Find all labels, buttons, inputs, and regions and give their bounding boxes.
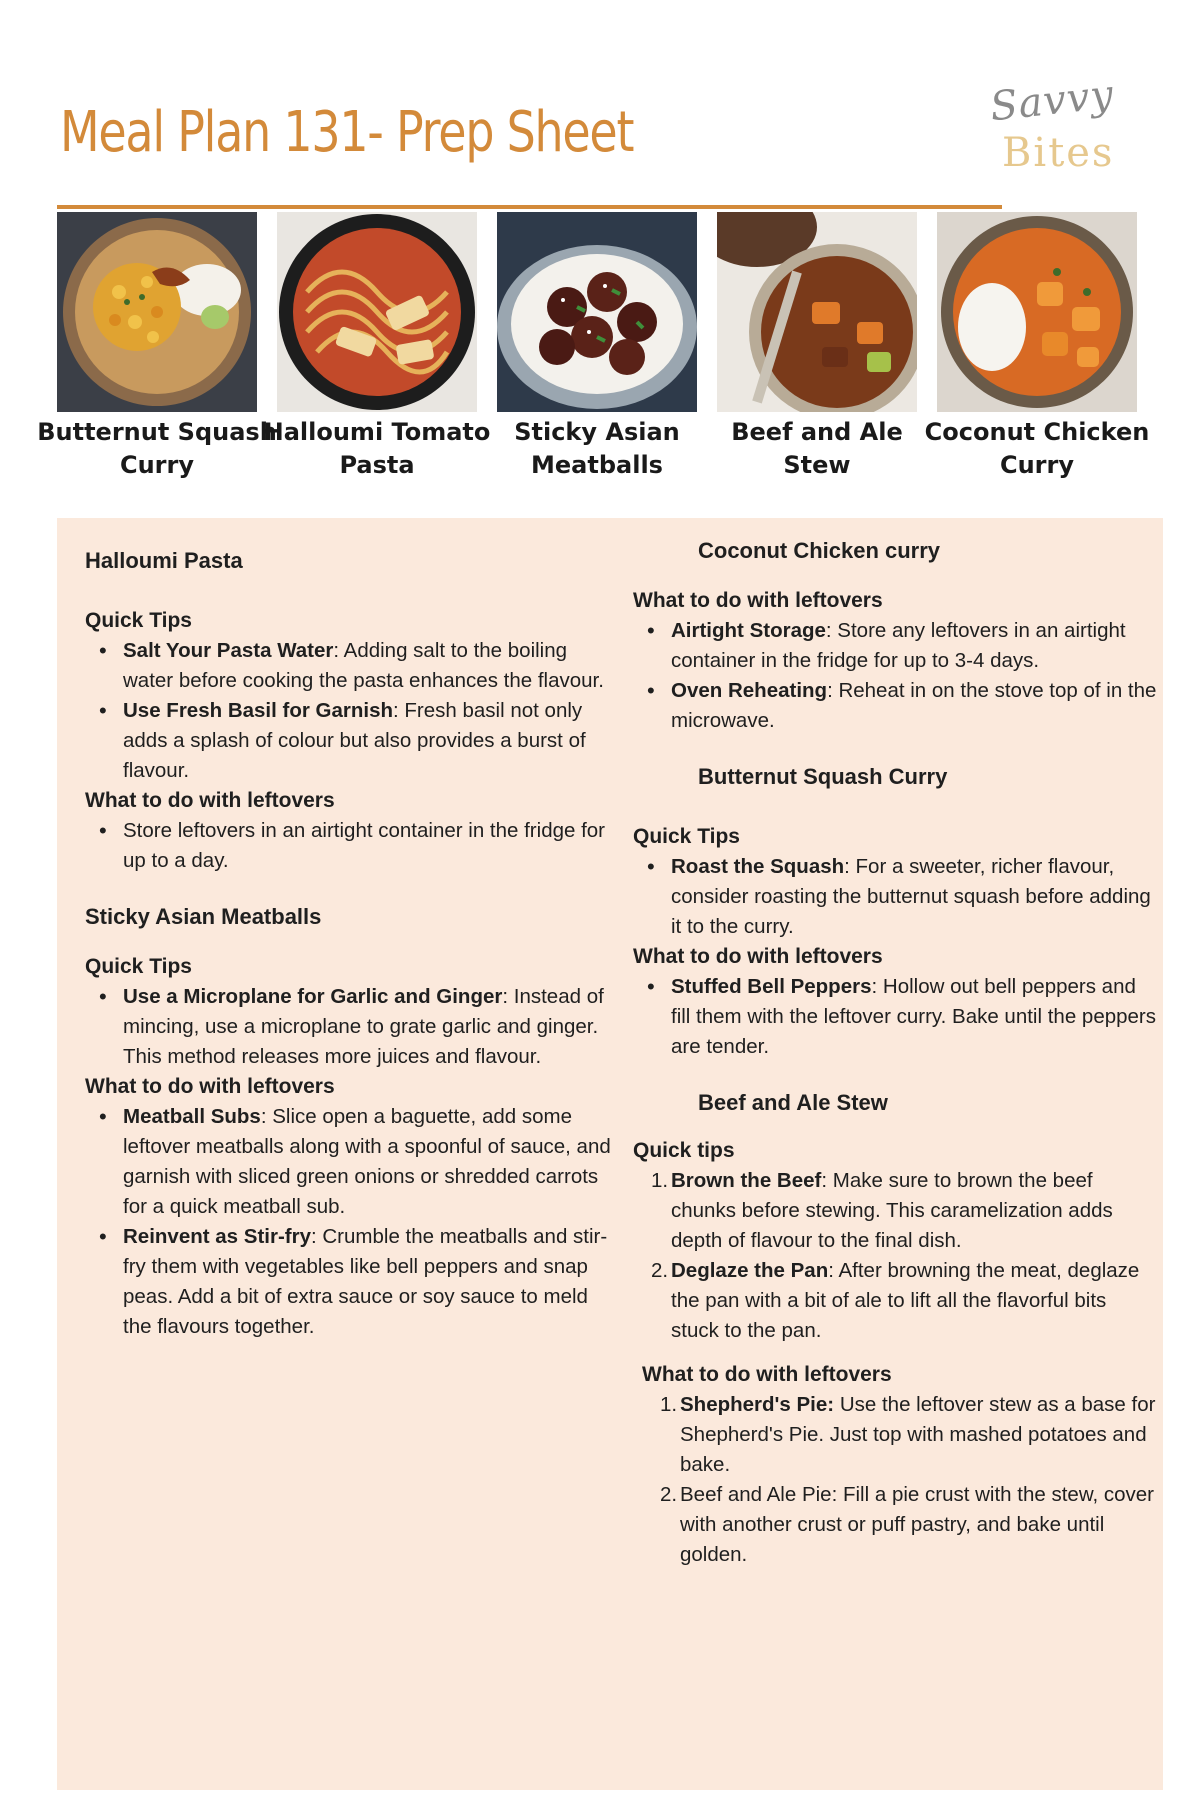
list-item: Shepherd's Pie: Use the leftover stew as a base for Shepherd's Pie. Just top with mashed potatoes and bake. [680, 1393, 1156, 1476]
list-item: • Store leftovers in an airtight container in the fridge for up to a day. [85, 816, 615, 876]
stew-leftovers-list [642, 1390, 1158, 1570]
recipe-name-butternut: Butternut Squash Curry [37, 418, 277, 479]
list-item: • Stuffed Bell Peppers: Hollow out bell peppers and fill them with the leftover curry. Bake until the peppers are tender. [633, 972, 1158, 1062]
leftovers-heading: What to do with leftovers [642, 1363, 892, 1386]
page-title: Meal Plan 131- Prep Sheet [60, 100, 634, 165]
quick-tips-heading: Quick Tips [85, 955, 192, 978]
list-item: • Use Fresh Basil for Garnish: Fresh basil not only adds a splash of colour but also provides a burst of flavour. [85, 696, 615, 786]
butternut-leftovers-list [633, 972, 1158, 1062]
recipe-strip [37, 212, 1167, 492]
leftovers-heading: What to do with leftovers [85, 1075, 335, 1098]
section-title-butternut: Butternut Squash Curry [698, 764, 948, 789]
halloumi-pasta-photo [277, 212, 477, 412]
list-item: • Reinvent as Stir-fry: Crumble the meatballs and stir-fry them with vegetables like bell peppers and snap peas. Add a bit of extra sauce or soy sauce to meld the flavours together. [85, 1222, 615, 1342]
header-divider [57, 205, 1002, 209]
beef-stew-photo [717, 212, 917, 412]
list-item: • Salt Your Pasta Water: Adding salt to the boiling water before cooking the pasta enhances the flavour. [85, 636, 615, 696]
meatballs-tips-list [85, 982, 615, 1072]
logo-script: Savvy [987, 71, 1117, 131]
section-title-coconut: Coconut Chicken curry [698, 538, 941, 563]
halloumi-tips-list [85, 636, 615, 786]
coconut-curry-photo [937, 212, 1137, 412]
section-title-halloumi: Halloumi Pasta [85, 548, 243, 573]
recipe-name-stew: Beef and Ale Stew [731, 418, 903, 479]
left-column [85, 546, 615, 1342]
leftovers-heading: What to do with leftovers [633, 589, 883, 612]
section-title-stew: Beef and Ale Stew [698, 1090, 888, 1115]
list-item: • Oven Reheating: Reheat in on the stove top of in the microwave. [633, 676, 1158, 736]
list-item: • Airtight Storage: Store any leftovers in an airtight container in the fridge for up to 3-4 days. [633, 616, 1158, 676]
list-item: Beef and Ale Pie: Fill a pie crust with the stew, cover with another crust or puff pastry, and bake until golden. [680, 1483, 1155, 1566]
right-column [633, 536, 1158, 1570]
section-title-meatballs: Sticky Asian Meatballs [85, 904, 322, 929]
quick-tips-heading: Quick Tips [85, 609, 192, 632]
stew-tips-list [633, 1166, 1158, 1346]
meatballs-leftovers-list [85, 1102, 615, 1342]
brand-logo [987, 71, 1120, 188]
leftovers-heading: What to do with leftovers [85, 789, 335, 812]
butternut-tips-list [633, 852, 1158, 942]
coconut-leftovers-list [633, 616, 1158, 736]
recipe-name-meatballs: Sticky Asian Meatballs [514, 418, 680, 479]
list-item: • Roast the Squash: For a sweeter, richer flavour, consider roasting the butternut squash before adding it to the curry. [633, 852, 1158, 942]
butternut-curry-photo [57, 212, 257, 412]
recipe-name-coconut: Coconut Chicken Curry [924, 418, 1150, 479]
list-item: • Meatball Subs: Slice open a baguette, add some leftover meatballs along with a spoonful of sauce, and garnish with sliced green onions or shredded carrots for a quick meatball sub. [85, 1102, 615, 1222]
halloumi-leftovers-list [85, 816, 615, 876]
meatballs-photo [497, 212, 697, 412]
quick-tips-heading: Quick tips [633, 1139, 735, 1162]
list-item: • Use a Microplane for Garlic and Ginger: Instead of mincing, use a microplane to grate garlic and ginger. This method releases more juices and flavour. [85, 982, 615, 1072]
list-item: Brown the Beef: Make sure to brown the beef chunks before stewing. This caramelization adds depth of flavour to the final dish. [671, 1169, 1113, 1252]
list-item: Deglaze the Pan: After browning the meat, deglaze the pan with a bit of ale to lift all the flavorful bits stuck to the pan. [671, 1259, 1140, 1342]
prep-notes-panel [57, 518, 1163, 1790]
recipe-name-halloumi: Halloumi Tomato Pasta [263, 418, 491, 479]
quick-tips-heading: Quick Tips [633, 825, 740, 848]
leftovers-heading: What to do with leftovers [633, 945, 883, 968]
logo-word: Bites [1002, 130, 1115, 176]
